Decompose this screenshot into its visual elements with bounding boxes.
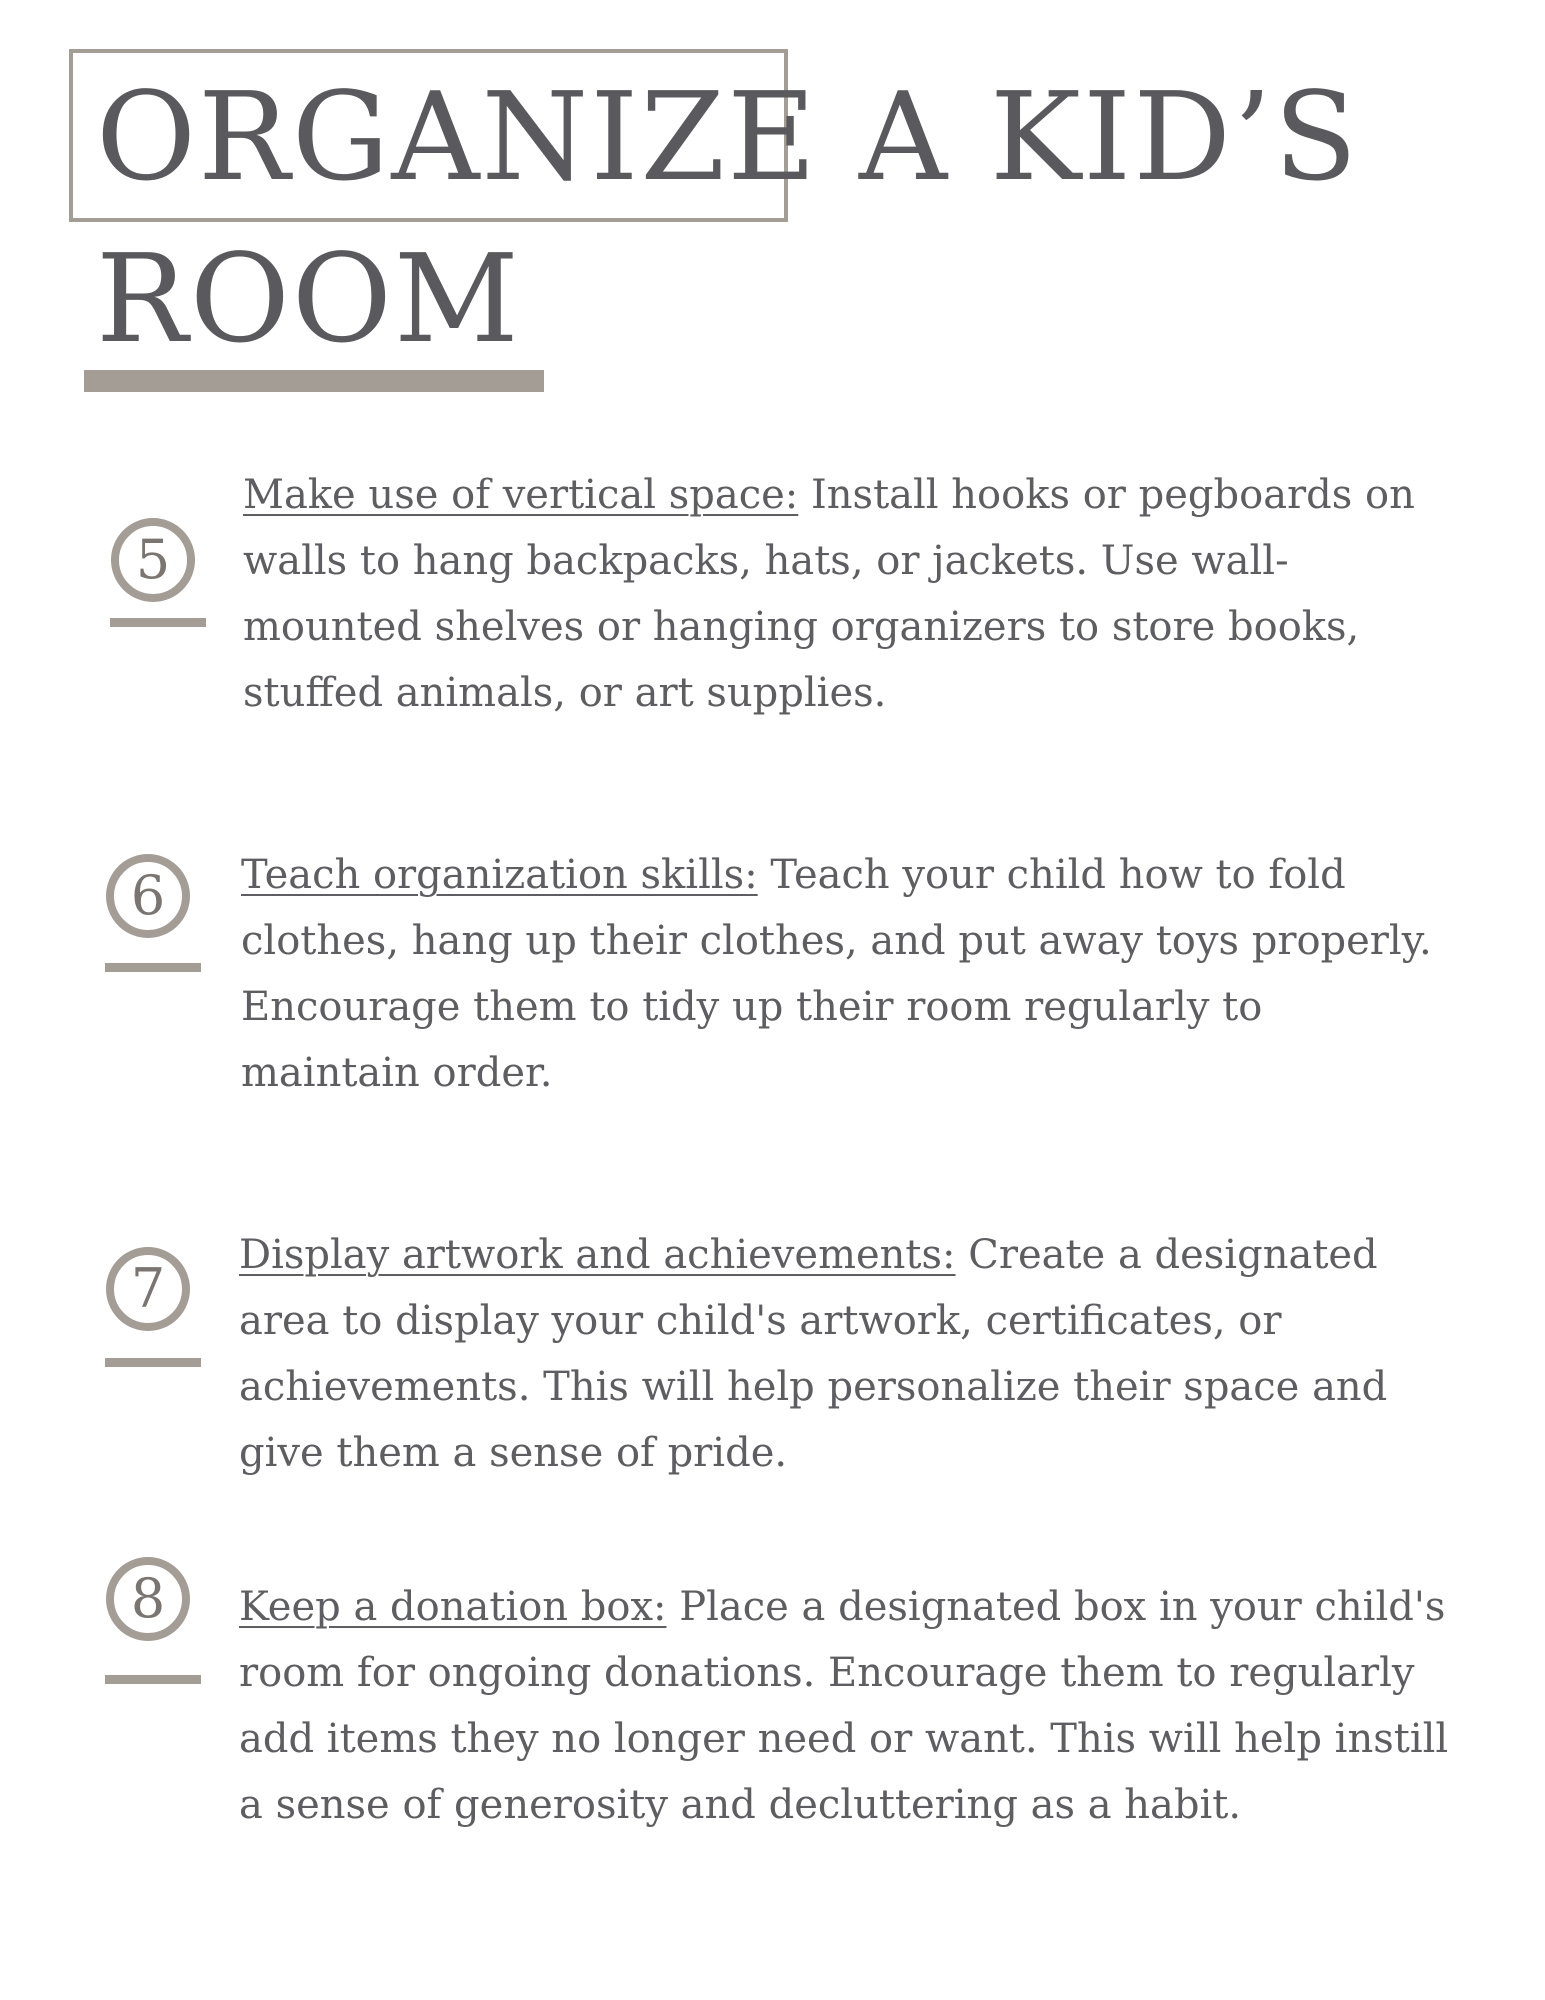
tip-body-6: Teach your child how to fold clothes, hang up their clothes, and put away toys properly. Encourage them to tidy up their room regularly to maintain order. [241, 852, 1432, 1096]
title-underline-bar [84, 370, 544, 392]
number-circle-5: 5 [111, 518, 195, 602]
tip-heading-8: Keep a donation box: [239, 1584, 667, 1630]
number-bar-8 [105, 1675, 201, 1684]
tip-text-6 [241, 842, 1451, 1106]
page-title-line-1: ORGANIZE A KID’S [96, 66, 1360, 208]
number-circle-7: 7 [106, 1247, 190, 1331]
tip-heading-6: Teach organization skills: [241, 852, 758, 898]
tip-heading-5: Make use of vertical space: [243, 472, 799, 518]
tip-text-8 [239, 1574, 1449, 1838]
number-circle-8: 8 [106, 1557, 190, 1641]
page-title-line-2: ROOM [96, 228, 521, 370]
number-circle-6: 6 [106, 854, 190, 938]
tip-heading-7: Display artwork and achievements: [239, 1232, 956, 1278]
number-bar-5 [110, 618, 206, 627]
tip-body-7: Create a designated area to display your child's artwork, certificates, or achievements. This will help personalize their space and give them a sense of pride. [239, 1232, 1388, 1476]
number-bar-6 [105, 963, 201, 972]
tip-body-5: Install hooks or pegboards on walls to hang backpacks, hats, or jackets. Use wall-mounted shelves or hanging organizers to store books, stuffed animals, or art supplies. [243, 472, 1415, 716]
number-bar-7 [105, 1358, 201, 1367]
tip-text-5 [243, 462, 1453, 726]
tip-text-7 [239, 1222, 1449, 1486]
tip-body-8: Place a designated box in your child's room for ongoing donations. Encourage them to regularly add items they no longer need or want. This will help instill a sense of generosity and decluttering as a habit. [239, 1584, 1449, 1828]
